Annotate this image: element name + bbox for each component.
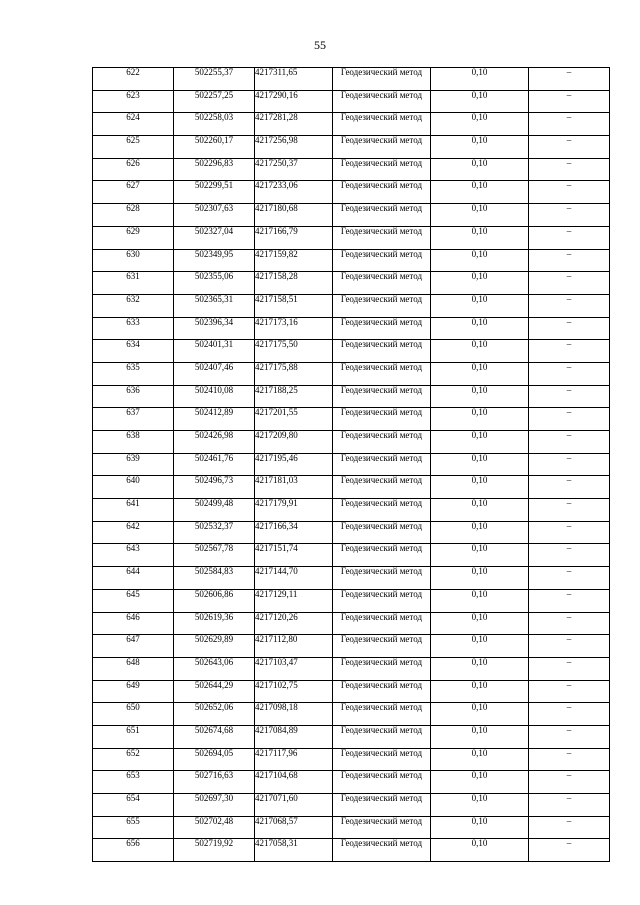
x-coordinate-cell: 502410,08	[174, 385, 255, 408]
accuracy-cell: 0,10	[431, 816, 529, 839]
table-row	[93, 567, 610, 590]
note-cell: –	[529, 408, 610, 431]
x-coordinate-cell: 502584,83	[174, 567, 255, 590]
note-cell: –	[529, 567, 610, 590]
table-row	[93, 362, 610, 385]
y-coordinate-cell: 4217175,50	[255, 340, 333, 363]
x-coordinate-cell: 502532,37	[174, 521, 255, 544]
y-coordinate-cell: 4217175,88	[255, 362, 333, 385]
y-coordinate-cell: 4217117,96	[255, 748, 333, 771]
note-cell: –	[529, 589, 610, 612]
x-coordinate-cell: 502355,06	[174, 272, 255, 295]
accuracy-cell: 0,10	[431, 794, 529, 817]
x-coordinate-cell: 502629,89	[174, 635, 255, 658]
x-coordinate-cell: 502694,05	[174, 748, 255, 771]
method-cell: Геодезический метод	[333, 816, 431, 839]
point-number-cell: 635	[93, 362, 174, 385]
y-coordinate-cell: 4217181,03	[255, 476, 333, 499]
x-coordinate-cell: 502652,06	[174, 703, 255, 726]
note-cell: –	[529, 521, 610, 544]
method-cell: Геодезический метод	[333, 544, 431, 567]
point-number-cell: 626	[93, 158, 174, 181]
y-coordinate-cell: 4217103,47	[255, 657, 333, 680]
accuracy-cell: 0,10	[431, 589, 529, 612]
point-number-cell: 628	[93, 204, 174, 227]
accuracy-cell: 0,10	[431, 90, 529, 113]
point-number-cell: 642	[93, 521, 174, 544]
point-number-cell: 637	[93, 408, 174, 431]
note-cell: –	[529, 680, 610, 703]
note-cell: –	[529, 113, 610, 136]
table-row	[93, 453, 610, 476]
table-row	[93, 408, 610, 431]
note-cell: –	[529, 748, 610, 771]
point-number-cell: 652	[93, 748, 174, 771]
method-cell: Геодезический метод	[333, 453, 431, 476]
method-cell: Геодезический метод	[333, 589, 431, 612]
note-cell: –	[529, 544, 610, 567]
y-coordinate-cell: 4217112,80	[255, 635, 333, 658]
table-row	[93, 294, 610, 317]
point-number-cell: 629	[93, 226, 174, 249]
x-coordinate-cell: 502257,25	[174, 90, 255, 113]
table-row	[93, 725, 610, 748]
x-coordinate-cell: 502606,86	[174, 589, 255, 612]
method-cell: Геодезический метод	[333, 839, 431, 862]
table-row	[93, 635, 610, 658]
note-cell: –	[529, 612, 610, 635]
note-cell: –	[529, 249, 610, 272]
accuracy-cell: 0,10	[431, 748, 529, 771]
x-coordinate-cell: 502674,68	[174, 725, 255, 748]
accuracy-cell: 0,10	[431, 612, 529, 635]
note-cell: –	[529, 725, 610, 748]
note-cell: –	[529, 136, 610, 159]
point-number-cell: 634	[93, 340, 174, 363]
accuracy-cell: 0,10	[431, 771, 529, 794]
method-cell: Геодезический метод	[333, 680, 431, 703]
note-cell: –	[529, 476, 610, 499]
table-row	[93, 816, 610, 839]
y-coordinate-cell: 4217180,68	[255, 204, 333, 227]
point-number-cell: 627	[93, 181, 174, 204]
point-number-cell: 645	[93, 589, 174, 612]
method-cell: Геодезический метод	[333, 249, 431, 272]
y-coordinate-cell: 4217290,16	[255, 90, 333, 113]
table-row	[93, 703, 610, 726]
x-coordinate-cell: 502260,17	[174, 136, 255, 159]
table-body	[93, 68, 610, 862]
accuracy-cell: 0,10	[431, 136, 529, 159]
point-number-cell: 656	[93, 839, 174, 862]
y-coordinate-cell: 4217209,80	[255, 431, 333, 454]
table-row	[93, 249, 610, 272]
note-cell: –	[529, 294, 610, 317]
method-cell: Геодезический метод	[333, 521, 431, 544]
point-number-cell: 632	[93, 294, 174, 317]
point-number-cell: 653	[93, 771, 174, 794]
table-row	[93, 136, 610, 159]
accuracy-cell: 0,10	[431, 703, 529, 726]
x-coordinate-cell: 502296,83	[174, 158, 255, 181]
accuracy-cell: 0,10	[431, 113, 529, 136]
x-coordinate-cell: 502412,89	[174, 408, 255, 431]
note-cell: –	[529, 657, 610, 680]
point-number-cell: 623	[93, 90, 174, 113]
note-cell: –	[529, 362, 610, 385]
point-number-cell: 650	[93, 703, 174, 726]
accuracy-cell: 0,10	[431, 476, 529, 499]
accuracy-cell: 0,10	[431, 226, 529, 249]
method-cell: Геодезический метод	[333, 635, 431, 658]
method-cell: Геодезический метод	[333, 362, 431, 385]
x-coordinate-cell: 502401,31	[174, 340, 255, 363]
table-row	[93, 794, 610, 817]
accuracy-cell: 0,10	[431, 385, 529, 408]
note-cell: –	[529, 204, 610, 227]
method-cell: Геодезический метод	[333, 317, 431, 340]
point-number-cell: 641	[93, 499, 174, 522]
method-cell: Геодезический метод	[333, 294, 431, 317]
table-row	[93, 476, 610, 499]
x-coordinate-cell: 502716,63	[174, 771, 255, 794]
y-coordinate-cell: 4217166,34	[255, 521, 333, 544]
point-number-cell: 640	[93, 476, 174, 499]
x-coordinate-cell: 502258,03	[174, 113, 255, 136]
point-number-cell: 654	[93, 794, 174, 817]
point-number-cell: 622	[93, 68, 174, 91]
method-cell: Геодезический метод	[333, 567, 431, 590]
method-cell: Геодезический метод	[333, 612, 431, 635]
accuracy-cell: 0,10	[431, 544, 529, 567]
point-number-cell: 644	[93, 567, 174, 590]
accuracy-cell: 0,10	[431, 408, 529, 431]
point-number-cell: 631	[93, 272, 174, 295]
method-cell: Геодезический метод	[333, 385, 431, 408]
point-number-cell: 630	[93, 249, 174, 272]
method-cell: Геодезический метод	[333, 703, 431, 726]
x-coordinate-cell: 502396,34	[174, 317, 255, 340]
y-coordinate-cell: 4217233,06	[255, 181, 333, 204]
table-row	[93, 521, 610, 544]
table-row	[93, 204, 610, 227]
method-cell: Геодезический метод	[333, 431, 431, 454]
accuracy-cell: 0,10	[431, 272, 529, 295]
y-coordinate-cell: 4217071,60	[255, 794, 333, 817]
y-coordinate-cell: 4217129,11	[255, 589, 333, 612]
method-cell: Геодезический метод	[333, 136, 431, 159]
x-coordinate-cell: 502426,98	[174, 431, 255, 454]
note-cell: –	[529, 431, 610, 454]
note-cell: –	[529, 703, 610, 726]
x-coordinate-cell: 502299,51	[174, 181, 255, 204]
accuracy-cell: 0,10	[431, 657, 529, 680]
x-coordinate-cell: 502461,76	[174, 453, 255, 476]
accuracy-cell: 0,10	[431, 68, 529, 91]
table-row	[93, 544, 610, 567]
accuracy-cell: 0,10	[431, 839, 529, 862]
note-cell: –	[529, 90, 610, 113]
table-row	[93, 385, 610, 408]
y-coordinate-cell: 4217144,70	[255, 567, 333, 590]
method-cell: Геодезический метод	[333, 272, 431, 295]
method-cell: Геодезический метод	[333, 748, 431, 771]
method-cell: Геодезический метод	[333, 90, 431, 113]
method-cell: Геодезический метод	[333, 657, 431, 680]
y-coordinate-cell: 4217158,51	[255, 294, 333, 317]
note-cell: –	[529, 158, 610, 181]
y-coordinate-cell: 4217098,18	[255, 703, 333, 726]
method-cell: Геодезический метод	[333, 408, 431, 431]
point-number-cell: 625	[93, 136, 174, 159]
accuracy-cell: 0,10	[431, 521, 529, 544]
y-coordinate-cell: 4217159,82	[255, 249, 333, 272]
method-cell: Геодезический метод	[333, 794, 431, 817]
method-cell: Геодезический метод	[333, 476, 431, 499]
point-number-cell: 633	[93, 317, 174, 340]
note-cell: –	[529, 453, 610, 476]
x-coordinate-cell: 502255,37	[174, 68, 255, 91]
table-row	[93, 226, 610, 249]
table-row	[93, 657, 610, 680]
accuracy-cell: 0,10	[431, 635, 529, 658]
accuracy-cell: 0,10	[431, 453, 529, 476]
x-coordinate-cell: 502719,92	[174, 839, 255, 862]
y-coordinate-cell: 4217188,25	[255, 385, 333, 408]
x-coordinate-cell: 502407,46	[174, 362, 255, 385]
note-cell: –	[529, 839, 610, 862]
note-cell: –	[529, 794, 610, 817]
table-row	[93, 181, 610, 204]
method-cell: Геодезический метод	[333, 181, 431, 204]
table-row	[93, 499, 610, 522]
y-coordinate-cell: 4217102,75	[255, 680, 333, 703]
table-row	[93, 680, 610, 703]
y-coordinate-cell: 4217311,65	[255, 68, 333, 91]
page-number: 55	[314, 38, 326, 52]
table-row	[93, 839, 610, 862]
x-coordinate-cell: 502567,78	[174, 544, 255, 567]
method-cell: Геодезический метод	[333, 113, 431, 136]
table-row	[93, 317, 610, 340]
note-cell: –	[529, 272, 610, 295]
y-coordinate-cell: 4217158,28	[255, 272, 333, 295]
note-cell: –	[529, 385, 610, 408]
table-row	[93, 272, 610, 295]
note-cell: –	[529, 635, 610, 658]
method-cell: Геодезический метод	[333, 158, 431, 181]
table-row	[93, 771, 610, 794]
point-number-cell: 649	[93, 680, 174, 703]
method-cell: Геодезический метод	[333, 68, 431, 91]
point-number-cell: 643	[93, 544, 174, 567]
coordinates-table	[92, 67, 610, 862]
accuracy-cell: 0,10	[431, 567, 529, 590]
accuracy-cell: 0,10	[431, 340, 529, 363]
table-row	[93, 158, 610, 181]
y-coordinate-cell: 4217151,74	[255, 544, 333, 567]
table-row	[93, 748, 610, 771]
x-coordinate-cell: 502365,31	[174, 294, 255, 317]
accuracy-cell: 0,10	[431, 249, 529, 272]
method-cell: Геодезический метод	[333, 204, 431, 227]
point-number-cell: 638	[93, 431, 174, 454]
y-coordinate-cell: 4217166,79	[255, 226, 333, 249]
note-cell: –	[529, 340, 610, 363]
y-coordinate-cell: 4217179,91	[255, 499, 333, 522]
point-number-cell: 651	[93, 725, 174, 748]
y-coordinate-cell: 4217104,68	[255, 771, 333, 794]
point-number-cell: 648	[93, 657, 174, 680]
x-coordinate-cell: 502644,29	[174, 680, 255, 703]
table-row	[93, 90, 610, 113]
accuracy-cell: 0,10	[431, 725, 529, 748]
point-number-cell: 636	[93, 385, 174, 408]
accuracy-cell: 0,10	[431, 181, 529, 204]
accuracy-cell: 0,10	[431, 158, 529, 181]
y-coordinate-cell: 4217068,57	[255, 816, 333, 839]
table-row	[93, 589, 610, 612]
note-cell: –	[529, 226, 610, 249]
table-row	[93, 612, 610, 635]
x-coordinate-cell: 502697,30	[174, 794, 255, 817]
point-number-cell: 655	[93, 816, 174, 839]
accuracy-cell: 0,10	[431, 294, 529, 317]
point-number-cell: 647	[93, 635, 174, 658]
note-cell: –	[529, 181, 610, 204]
method-cell: Геодезический метод	[333, 226, 431, 249]
x-coordinate-cell: 502496,73	[174, 476, 255, 499]
x-coordinate-cell: 502499,48	[174, 499, 255, 522]
y-coordinate-cell: 4217173,16	[255, 317, 333, 340]
y-coordinate-cell: 4217120,26	[255, 612, 333, 635]
note-cell: –	[529, 771, 610, 794]
method-cell: Геодезический метод	[333, 340, 431, 363]
y-coordinate-cell: 4217281,28	[255, 113, 333, 136]
method-cell: Геодезический метод	[333, 725, 431, 748]
y-coordinate-cell: 4217256,98	[255, 136, 333, 159]
accuracy-cell: 0,10	[431, 431, 529, 454]
accuracy-cell: 0,10	[431, 499, 529, 522]
point-number-cell: 624	[93, 113, 174, 136]
x-coordinate-cell: 502349,95	[174, 249, 255, 272]
x-coordinate-cell: 502619,36	[174, 612, 255, 635]
x-coordinate-cell: 502643,06	[174, 657, 255, 680]
method-cell: Геодезический метод	[333, 499, 431, 522]
accuracy-cell: 0,10	[431, 362, 529, 385]
accuracy-cell: 0,10	[431, 317, 529, 340]
accuracy-cell: 0,10	[431, 204, 529, 227]
x-coordinate-cell: 502327,04	[174, 226, 255, 249]
y-coordinate-cell: 4217058,31	[255, 839, 333, 862]
table-row	[93, 340, 610, 363]
method-cell: Геодезический метод	[333, 771, 431, 794]
note-cell: –	[529, 499, 610, 522]
table-row	[93, 68, 610, 91]
x-coordinate-cell: 502702,48	[174, 816, 255, 839]
y-coordinate-cell: 4217201,55	[255, 408, 333, 431]
note-cell: –	[529, 317, 610, 340]
point-number-cell: 646	[93, 612, 174, 635]
x-coordinate-cell: 502307,63	[174, 204, 255, 227]
note-cell: –	[529, 816, 610, 839]
note-cell: –	[529, 68, 610, 91]
y-coordinate-cell: 4217195,46	[255, 453, 333, 476]
accuracy-cell: 0,10	[431, 680, 529, 703]
y-coordinate-cell: 4217250,37	[255, 158, 333, 181]
table-row	[93, 431, 610, 454]
y-coordinate-cell: 4217084,89	[255, 725, 333, 748]
table-row	[93, 113, 610, 136]
point-number-cell: 639	[93, 453, 174, 476]
